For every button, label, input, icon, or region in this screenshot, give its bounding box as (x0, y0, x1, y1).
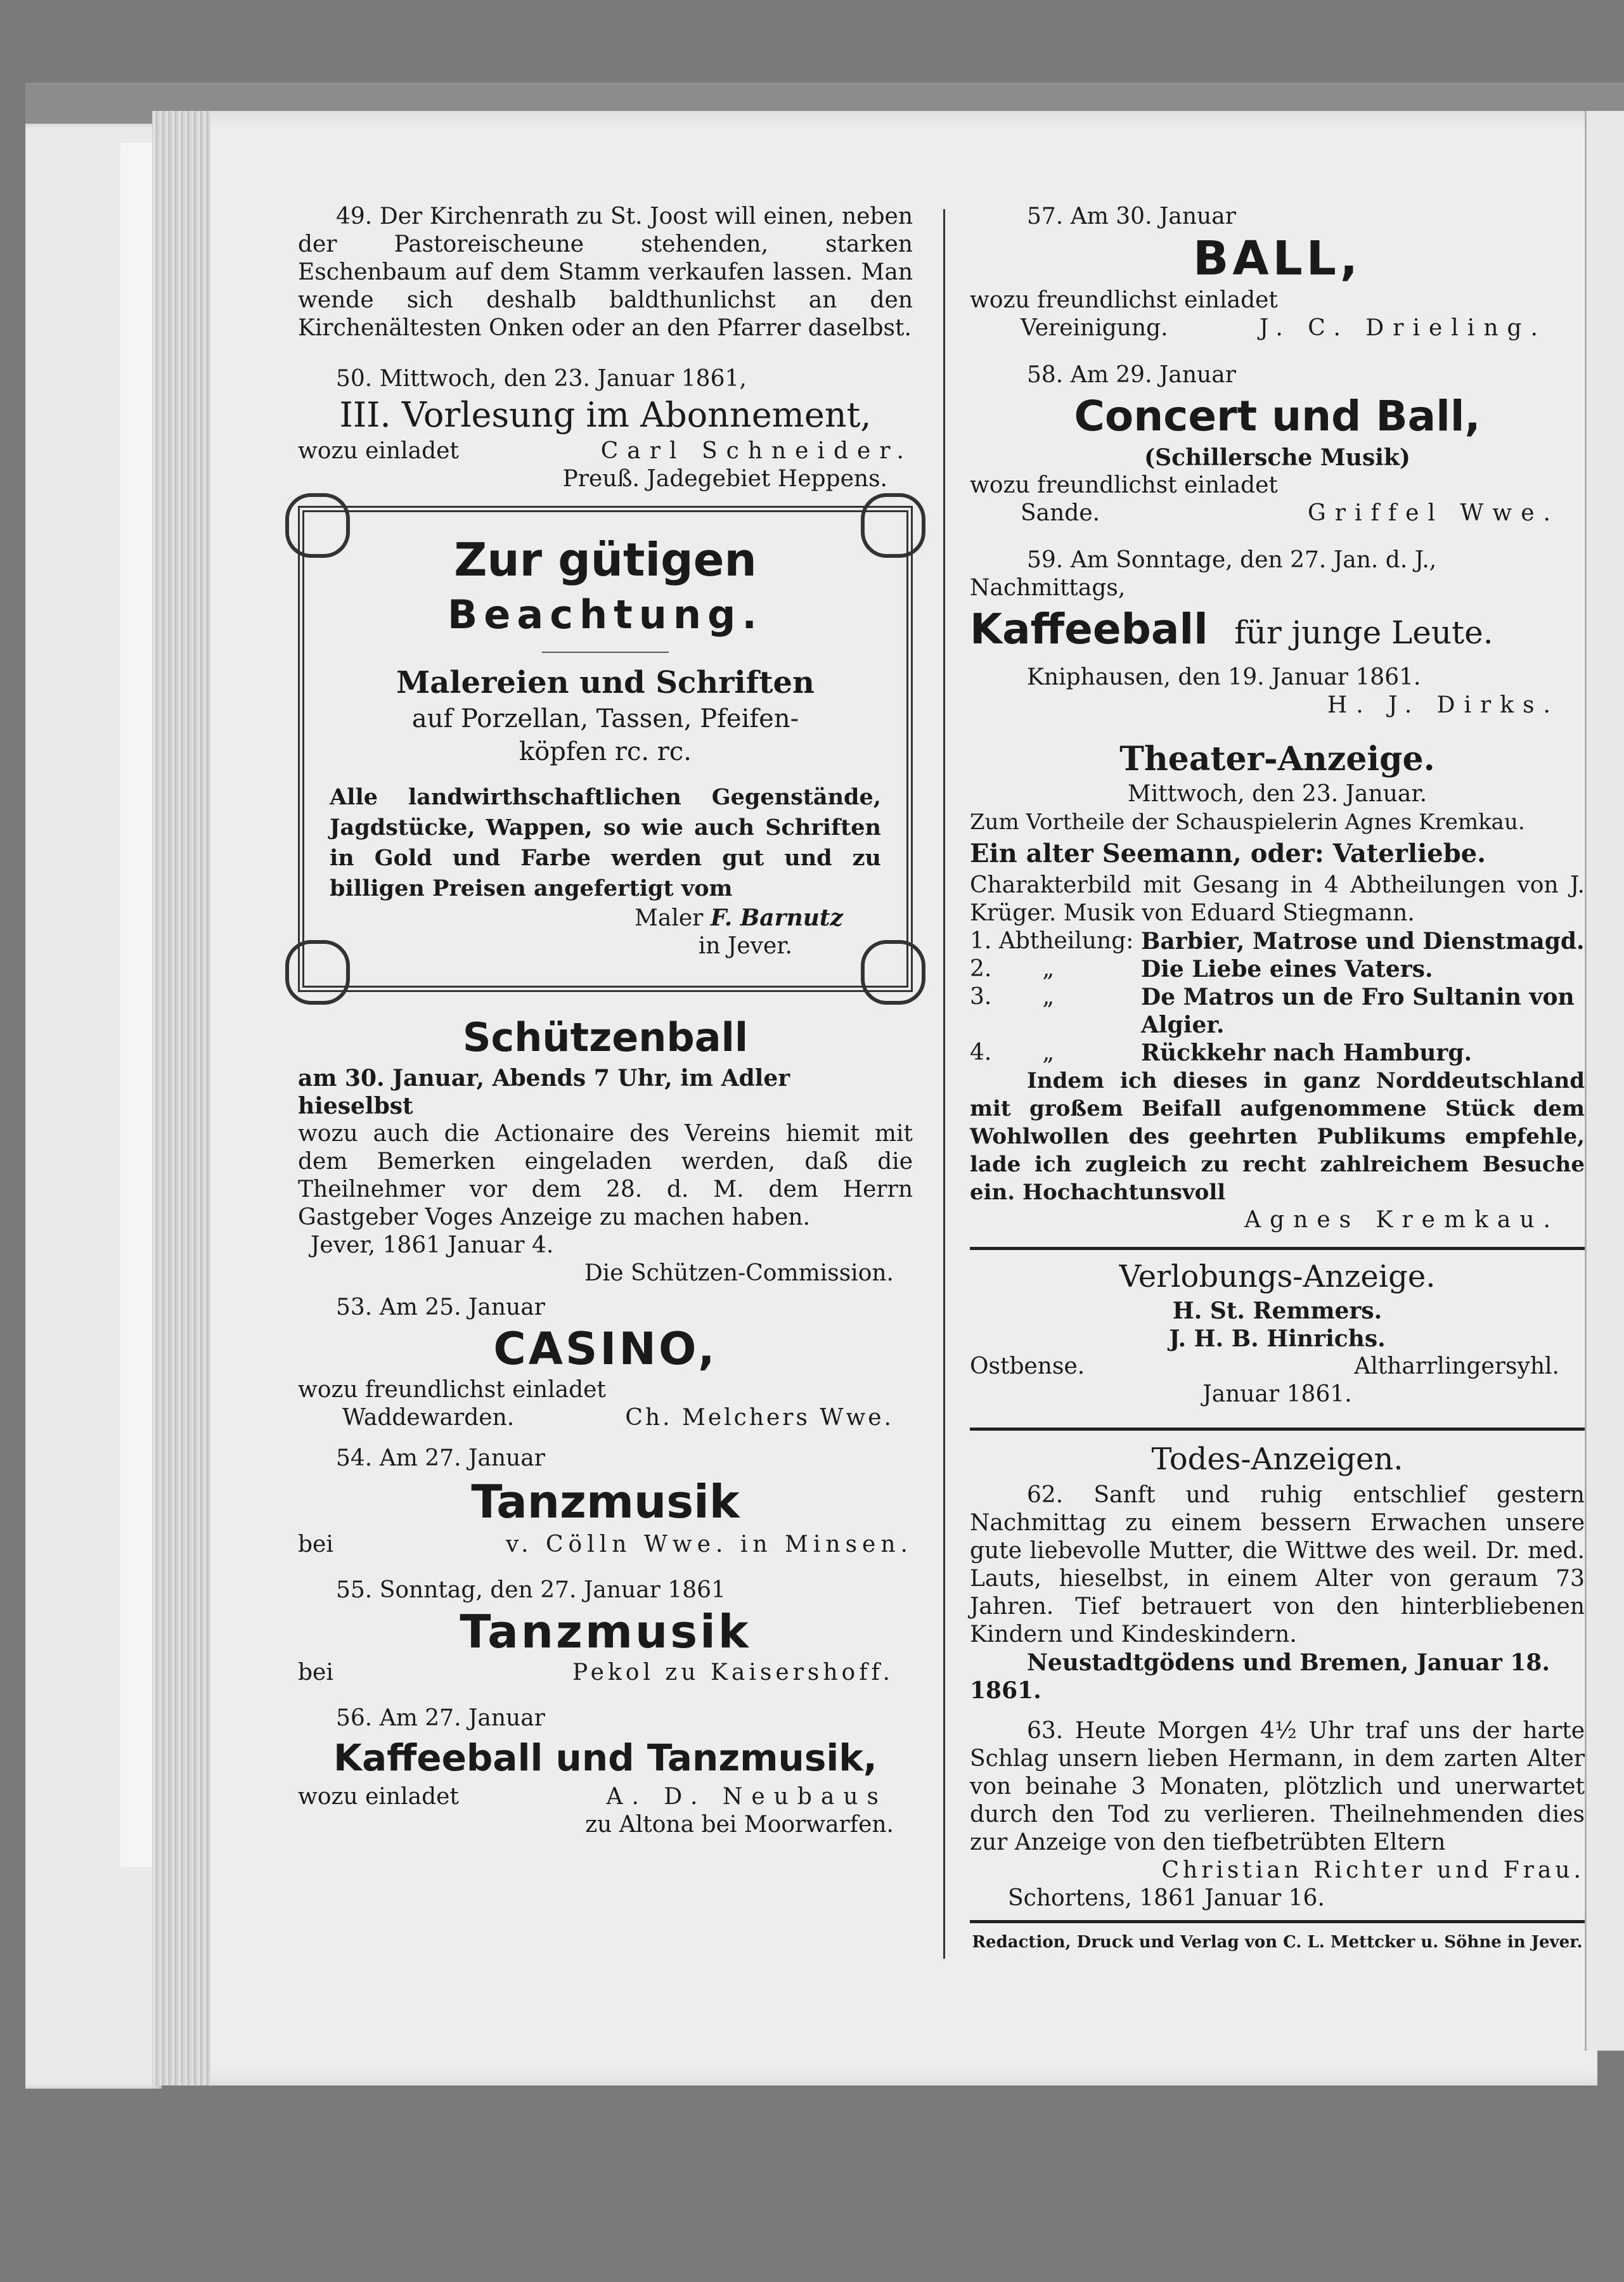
ad-56-signline (298, 1783, 913, 1811)
ornament-maker-prefix: Maler (635, 905, 704, 931)
verlobung-place-1: Ostbense. (970, 1353, 1085, 1379)
ad-57-invite: wozu freundlichst einladet (970, 287, 1278, 313)
ad-59-place-date: Kniphausen, den 19. Januar 1861. (1027, 664, 1421, 690)
theater-act-num: 2. „ (970, 956, 1055, 982)
theater-sign: Agnes Kremkau. (1244, 1207, 1559, 1233)
todes-ad-62-place: Neustadtgödens und Bremen, Januar 18. 1861. (970, 1649, 1550, 1704)
ornament-corner-icon (285, 493, 350, 558)
ad-55-title: Tanzmusik (460, 1605, 751, 1658)
schuetzenball-line: am 30. Januar, Abends 7 Uhr, im Adler hieselbst (298, 1065, 790, 1119)
left-column (298, 203, 913, 1839)
theater-act (970, 983, 1585, 1039)
ad-59-title: Kaffeeball (970, 605, 1208, 654)
ad-50-name: Carl Schneider. (600, 438, 913, 464)
ad-57-name: J. C. Drieling. (1259, 315, 1547, 341)
schuetzenball-sign: Die Schützen-Commission. (584, 1260, 894, 1286)
ad-53-date: 53. Am 25. Januar (336, 1294, 545, 1320)
todes-ad-62: 62. Sanft und ruhig entschlief gestern Nachmittag zu einem bessern Erwachen unsere gute liebevolle Mutter, die Wittwe des weil. Dr. med. Lauts, hieselbst, in einem Alter von geraum 73 Jahren. Tief betrauert von den hinterbliebenen Kindern und Kindeskindern. (970, 1482, 1585, 1647)
ad-59-name: H. J. Dirks. (1327, 692, 1559, 718)
ad-56-date: 56. Am 27. Januar (336, 1705, 545, 1731)
section-rule (970, 1920, 1585, 1923)
ad-57-date: 57. Am 30. Januar (1027, 203, 1236, 229)
right-column (970, 203, 1585, 1955)
section-rule (970, 1428, 1585, 1431)
ad-57-org: Vereinigung. (1021, 315, 1168, 341)
theater-body: Indem ich dieses in ganz Norddeutschland mit großem Beifall aufgenommene Stück dem Wohlwollen des geehrten Publikums empfehle, lade ich zugleich zu recht zahlreichem Besuche ein. Hochachtunsvoll (970, 1068, 1585, 1205)
imprint: Redaction, Druck und Verlag von C. L. Mettcker u. Söhne in Jever. (972, 1933, 1583, 1952)
theater-act-text: Barbier, Matrose und Dienstmagd. (1141, 928, 1585, 955)
todes-title: Todes-Anzeigen. (1151, 1441, 1403, 1477)
ornament-body: Alle landwirthschaftlichen Gegenstände, Jagdstücke, Wappen, so wie auch Schriften in Gold und Farbe werden gut und zu billigen Preisen angefertigt vom (330, 784, 881, 901)
theater-act (970, 955, 1585, 983)
ornament-title-1: Zur gütigen (454, 533, 757, 586)
ornament-corner-icon (285, 940, 350, 1005)
ad-58-invite: wozu freundlichst einladet (970, 472, 1278, 498)
ad-50-date: 50. Mittwoch, den 23. Januar 1861, (336, 366, 747, 392)
ornament-sub-3: köpfen rc. rc. (519, 737, 692, 766)
theater-play: Ein alter Seemann, oder: Vaterliebe. (970, 839, 1486, 868)
verlobung-title: Verlobungs-Anzeige. (1119, 1259, 1436, 1294)
todes-ad-63-place: Schortens, 1861 Januar 16. (1008, 1885, 1325, 1911)
todes-ad-63: 63. Heute Morgen 4½ Uhr traf uns der harte Schlag unsern lieben Hermann, in dem zarten Alter von beinahe 3 Monaten, plötzlich und unerwartet durch den Tod zu verlieren. Theilnehmenden dies zur Anzeige von den tiefbetrübten Eltern (970, 1718, 1585, 1855)
ornament-maker-name: F. Barnutz (710, 905, 843, 931)
ornament-corner-icon (861, 940, 925, 1005)
column-divider (943, 209, 945, 1959)
ad-58-place: Sande. (1021, 500, 1100, 526)
ad-50-signline (298, 437, 913, 465)
ornamental-ad-frame (298, 506, 913, 992)
ad-59-date: 59. Am Sonntage, den 27. Jan. d. J., Nachmittags, (970, 547, 1437, 601)
theater-acts (970, 927, 1585, 1067)
ad-55-date: 55. Sonntag, den 27. Januar 1861 (336, 1577, 726, 1603)
theater-title: Theater-Anzeige. (1119, 740, 1435, 778)
ornament-sub-2: auf Porzellan, Tassen, Pfeifen- (411, 704, 799, 733)
verlobung-name-2: J. H. B. Hinrichs. (1169, 1325, 1386, 1352)
theater-act-text: Rückkehr nach Hamburg. (1141, 1040, 1473, 1066)
schuetzenball-body: wozu auch die Actionaire des Vereins hiemit mit dem Bemerken eingeladen werden, daß die Theilnehmer vor dem 28. d. M. dem Herrn Gastgeber Voges Anzeige zu machen haben. (298, 1121, 913, 1230)
ad-53-place: Waddewarden. (342, 1405, 515, 1431)
ornament-maker-place: in Jever. (698, 933, 792, 959)
ad-58-signline (970, 500, 1585, 527)
ad-53-invite: wozu freundlichst einladet (298, 1377, 606, 1403)
ad-55-bei: bei (298, 1660, 333, 1686)
ad-55-name: Pekol zu Kaisershoff. (572, 1660, 894, 1686)
ad-53-name: Ch. Melchers Wwe. (625, 1405, 894, 1431)
verlobung-place-2: Altharrlingersyhl. (1354, 1353, 1559, 1379)
ad-59-title-2: für junge Leute. (1234, 614, 1493, 651)
ad-49: 49. Der Kirchenrath zu St. Joost will einen, neben der Pastoreischeune stehenden, starken Eschenbaum auf dem Stamm verkaufen lassen. Man wende sich deshalb baldthunlichst an den Kirchenältesten Onken oder an den Pfarrer daselbst. (298, 203, 913, 341)
ad-58-sub: (Schillersche Musik) (1144, 444, 1410, 471)
ad-50-title: III. Vorlesung im Abonnement, (339, 395, 872, 435)
ad-50-invite: wozu einladet (298, 438, 459, 464)
theater-benefit: Zum Vortheile der Schauspielerin Agnes Kremkau. (970, 809, 1525, 835)
ad-54-title: Tanzmusik (471, 1475, 740, 1528)
ad-55-signline (298, 1659, 913, 1687)
ornament-title-2: Beachtung. (448, 591, 763, 638)
theater-date: Mittwoch, den 23. Januar. (1127, 781, 1427, 807)
facing-page-edge (1585, 111, 1624, 2051)
ad-56-title: Kaffeeball und Tanzmusik, (333, 1736, 877, 1779)
page-stack-edge (152, 111, 210, 2085)
ad-54-signline (298, 1531, 913, 1559)
ornament-separator (542, 652, 669, 653)
schuetzenball-date: Jever, 1861 Januar 4. (311, 1232, 554, 1258)
ad-56-name: A. D. Neubaus (606, 1784, 887, 1810)
ornament-corner-icon (861, 493, 925, 558)
ad-58-date: 58. Am 29. Januar (1027, 362, 1236, 388)
theater-act (970, 927, 1585, 955)
schuetzenball-title: Schützenball (462, 1014, 749, 1060)
verlobung-name-1: H. St. Remmers. (1172, 1298, 1382, 1324)
ornament-maker (330, 904, 881, 932)
theater-act-text: Die Liebe eines Vaters. (1141, 956, 1433, 983)
ad-54-name: v. Cölln Wwe. in Minsen. (506, 1531, 913, 1557)
theater-act-num: 3. „ (970, 984, 1055, 1010)
ad-57-signline (970, 314, 1585, 342)
ad-54-bei: bei (298, 1531, 333, 1557)
ad-59-title-line (970, 602, 1585, 664)
ad-56-invite: wozu einladet (298, 1784, 459, 1810)
theater-act (970, 1039, 1585, 1067)
ad-58-name: Griffel Wwe. (1308, 500, 1559, 526)
theater-desc: Charakterbild mit Gesang in 4 Abtheilungen von J. Krüger. Musik von Eduard Stiegmann. (970, 872, 1585, 926)
theater-act-text: De Matros un de Fro Sultanin von Algier. (1141, 984, 1575, 1038)
ad-50-place: Preuß. Jadegebiet Heppens. (562, 466, 887, 492)
verlobung-date: Januar 1861. (1202, 1381, 1352, 1407)
todes-ad-63-sign: Christian Richter und Frau. (1161, 1857, 1585, 1883)
ad-54-date: 54. Am 27. Januar (336, 1445, 545, 1471)
ad-58-title: Concert und Ball, (1074, 392, 1481, 441)
theater-act-num: 4. „ (970, 1040, 1055, 1066)
ad-57-title: BALL, (1192, 231, 1362, 286)
section-rule (970, 1247, 1585, 1250)
verlobung-places (970, 1353, 1585, 1381)
ad-56-place: zu Altona bei Moorwarfen. (585, 1812, 894, 1838)
ad-53-signline (298, 1404, 913, 1432)
ornament-sub-1: Malereien und Schriften (396, 665, 815, 700)
theater-act-num: 1. Abtheilung: (970, 928, 1134, 954)
ad-53-title: CASINO, (493, 1323, 718, 1375)
